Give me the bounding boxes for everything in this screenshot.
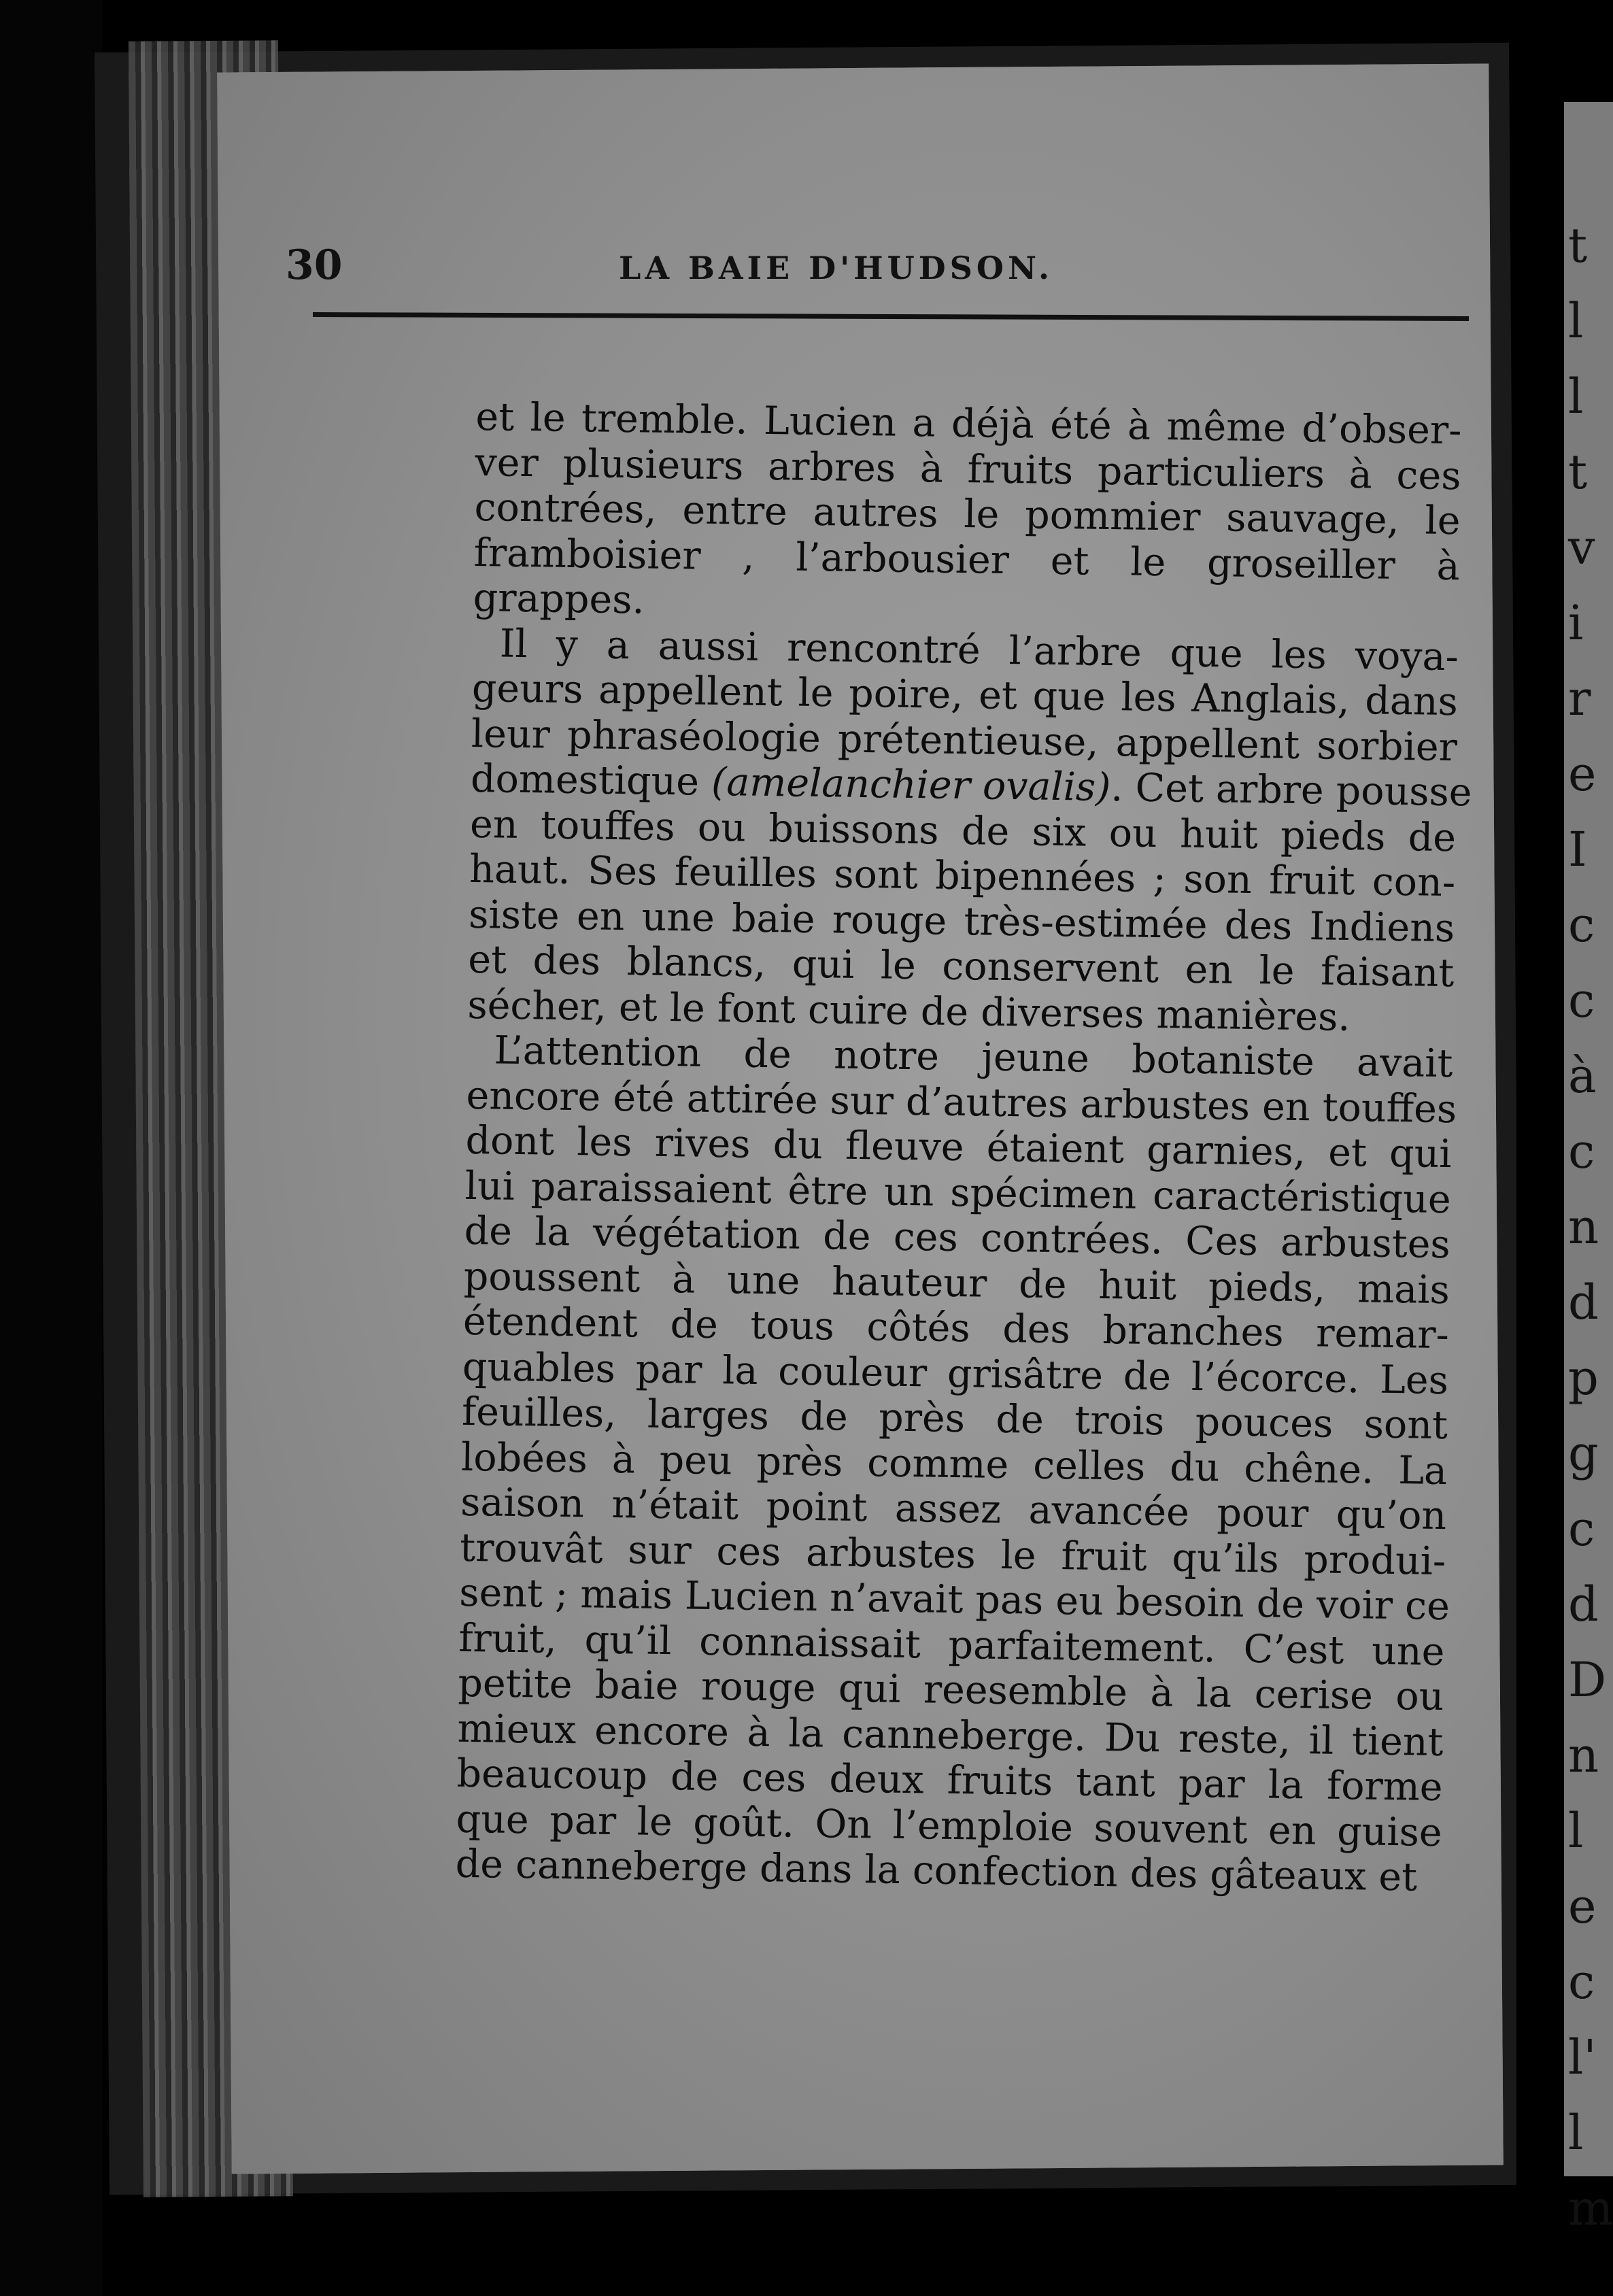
facing-page-letter: c <box>1568 973 1595 1028</box>
facing-page-letter: I <box>1568 822 1587 877</box>
text-line: mieux encore à la canneberge. Du reste, il tient <box>457 1706 1444 1765</box>
text-line: sécher, et le font cuire de diverses manières. <box>467 982 1351 1040</box>
text-line: beaucoup de ces deux fruits tant par la forme <box>456 1751 1444 1810</box>
text-line: lobées à peu près comme celles du chêne. La <box>460 1434 1448 1493</box>
text-line: étendent de tous côtés des branches remar- <box>462 1298 1450 1358</box>
facing-page-letter: e <box>1568 746 1597 802</box>
running-title: LA BAIE D'HUDSON. <box>619 250 1054 286</box>
facing-page-letter: e <box>1568 1878 1597 1934</box>
text-line: L’attention de notre jeune botaniste avait <box>494 1028 1453 1087</box>
text-line: framboisier , l’arbousier et le groseiller à <box>473 530 1461 589</box>
text-line: domestique (amelanchier ovalis). Cet arbre pousse <box>470 756 1472 815</box>
facing-page-letter: c <box>1568 1501 1595 1557</box>
facing-page-letter: n <box>1568 1727 1599 1783</box>
facing-page-letter: v <box>1568 520 1595 575</box>
text-line: lui paraissaient être un spécimen caractéristique <box>464 1163 1452 1222</box>
facing-page-letter: l <box>1568 1803 1584 1859</box>
facing-page-letter: t <box>1568 218 1588 273</box>
text-line: feuilles, larges de près de trois pouces sont <box>461 1389 1448 1449</box>
page-header <box>286 241 1482 303</box>
text-line: quables par la couleur grisâtre de l’écorce. Les <box>462 1344 1449 1403</box>
text-line: et des blancs, qui le conservent en le faisant <box>467 936 1455 996</box>
text-line: de canneberge dans la confection des gâteaux et <box>455 1841 1418 1900</box>
facing-page-letter: n <box>1568 1199 1599 1255</box>
text-line: sent ; mais Lucien n’avait pas eu besoin de voir ce <box>458 1570 1450 1630</box>
facing-page-letter: l <box>1568 369 1584 424</box>
text-line: geurs appellent le poire, et que les Anglais, dans <box>471 665 1459 725</box>
text-line: grappes. <box>473 575 645 623</box>
text-line: leur phraséologie prétentieuse, appellent sorbier <box>471 711 1458 770</box>
facing-page-letter: i <box>1568 595 1584 651</box>
facing-page-letter: t <box>1568 444 1588 500</box>
page-number: 30 <box>286 241 343 289</box>
facing-page-letter: p <box>1568 1350 1599 1406</box>
facing-page-letter: d <box>1568 1576 1599 1632</box>
text-line: de la végétation de ces contrées. Ces arbustes <box>464 1208 1451 1268</box>
italic-latin-name: (amelanchier ovalis) <box>711 759 1111 811</box>
text-line: fruit, qu’il connaissait parfaitement. C’est une <box>458 1615 1445 1674</box>
facing-page-letter: c <box>1568 897 1595 953</box>
facing-page-edge <box>1564 102 1613 2236</box>
facing-page-letter: m <box>1568 2180 1613 2236</box>
facing-page-letter: c <box>1568 1124 1595 1179</box>
text-line: et le tremble. Lucien a déjà été à même d’obser- <box>475 394 1462 454</box>
text-line: poussent à une hauteur de huit pieds, mais <box>463 1253 1450 1313</box>
text-line: que par le goût. On l’emploie souvent en guise <box>456 1796 1443 1855</box>
text-line: ver plusieurs arbres à fruits particuliers à ces <box>475 439 1461 499</box>
text-line: Il y a aussi rencontré l’arbre que les voya- <box>499 621 1459 679</box>
body-text <box>455 394 1472 1901</box>
text-line: dont les rives du fleuve étaient garnies, et qui <box>465 1117 1453 1177</box>
facing-page-letter: d <box>1568 1274 1599 1330</box>
page-gutter <box>1516 0 1564 2296</box>
text-line: trouvât sur ces arbustes le fruit qu’ils produi- <box>459 1525 1446 1584</box>
facing-page-letter: l <box>1568 2105 1584 2161</box>
text-line: siste en une baie rouge très-estimée des Indiens <box>468 892 1455 951</box>
text-line: petite baie rouge qui reesemble à la cerise ou <box>458 1660 1444 1720</box>
facing-page-letter: l <box>1568 293 1584 349</box>
text-line: saison n’était point assez avancée pour qu’on <box>460 1479 1447 1539</box>
facing-page-letter: c <box>1568 1954 1595 2010</box>
text-line: haut. Ses feuilles sont bipennées ; son fruit con- <box>469 846 1456 906</box>
text-line: contrées, entre autres le pommier sauvage, le <box>474 484 1461 544</box>
facing-page-letter: g <box>1568 1425 1599 1481</box>
text-line: en touffes ou buissons de six ou huit pieds de <box>469 801 1457 860</box>
facing-page-letter: r <box>1568 671 1591 726</box>
facing-page-letter: D <box>1568 1652 1607 1708</box>
facing-page-letter: à <box>1568 1048 1597 1104</box>
scan-left-border <box>0 0 102 2296</box>
facing-page-letter: l' <box>1568 2029 1597 2085</box>
text-line: encore été attirée sur d’autres arbustes en touffes <box>466 1073 1457 1132</box>
